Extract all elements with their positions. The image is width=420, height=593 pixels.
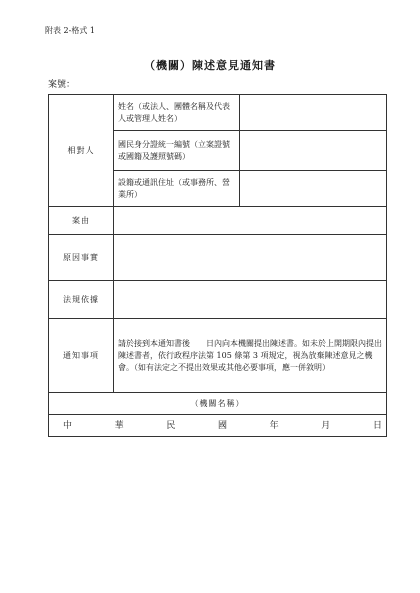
notice-items-label: 通知事項 xyxy=(49,319,114,393)
facts-value[interactable] xyxy=(114,235,387,281)
date-char: 年 xyxy=(269,420,279,431)
notice-form-table xyxy=(48,94,387,437)
address-field-label: 設籍或通訊住址（或事務所、營業所） xyxy=(114,171,240,207)
date-char: 民 xyxy=(166,420,176,431)
name-field-value[interactable] xyxy=(240,95,387,131)
address-field-value[interactable] xyxy=(240,171,387,207)
facts-label: 原因事實 xyxy=(49,235,114,281)
page-label: 附表 2-格式 1 xyxy=(45,26,95,35)
date-char: 日 xyxy=(372,420,382,431)
counterparty-label: 相對人 xyxy=(49,95,114,207)
case-reason-label: 案由 xyxy=(49,207,114,235)
date-char: 國 xyxy=(217,420,227,431)
id-number-field-label: 國民身分證統一編號（立案證號或國籍及護照號碼） xyxy=(114,131,240,171)
id-number-field-value[interactable] xyxy=(240,131,387,171)
case-number-label: 案號： xyxy=(48,80,76,90)
case-reason-value[interactable] xyxy=(114,207,387,235)
date-char: 月 xyxy=(321,420,331,431)
legal-basis-value[interactable] xyxy=(114,281,387,319)
date-char: 中 xyxy=(63,420,73,431)
notice-items-text: 請於接到本通知書後 日內向本機關提出陳述書。如未於上開期限內提出陳述書者，依行政程序法第 105 條第 3 項規定，視為放棄陳述意見之機會。（如有法定之不提出效果或其他必要事項，應一併敘明） xyxy=(114,319,387,393)
date-char: 華 xyxy=(114,420,124,431)
date-row-cell xyxy=(49,415,387,437)
agency-name: （機關名稱） xyxy=(49,393,387,415)
name-field-label: 姓名（或法人、團體名稱及代表人或管理人姓名） xyxy=(114,95,240,131)
date-row xyxy=(49,420,386,432)
document-title: （機關）陳述意見通知書 xyxy=(144,59,276,72)
legal-basis-label: 法規依據 xyxy=(49,281,114,319)
